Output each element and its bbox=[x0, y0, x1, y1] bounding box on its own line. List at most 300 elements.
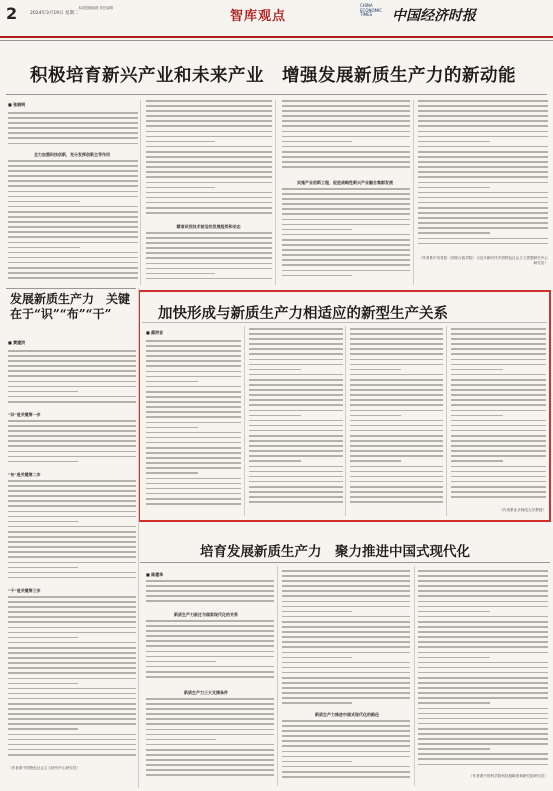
text-block bbox=[418, 100, 548, 250]
text-line bbox=[8, 272, 138, 274]
text-line bbox=[8, 683, 78, 685]
text-line bbox=[282, 198, 410, 200]
text-line bbox=[418, 156, 548, 158]
text-line bbox=[146, 620, 274, 622]
text-line bbox=[418, 743, 548, 745]
text-line bbox=[8, 611, 136, 613]
text-block bbox=[8, 160, 138, 285]
text-block bbox=[146, 340, 241, 510]
text-line bbox=[282, 110, 410, 112]
text-line bbox=[451, 384, 546, 386]
text-line bbox=[418, 641, 548, 643]
text-line bbox=[282, 249, 410, 251]
text-line bbox=[146, 723, 274, 725]
text-line bbox=[350, 333, 443, 335]
text-line bbox=[8, 505, 136, 507]
text-line bbox=[146, 739, 216, 741]
text-line bbox=[249, 394, 343, 396]
text-line bbox=[282, 259, 410, 261]
text-line bbox=[451, 415, 503, 417]
text-line bbox=[282, 687, 410, 689]
text-line bbox=[146, 115, 272, 117]
text-line bbox=[8, 165, 138, 167]
text-line bbox=[8, 420, 136, 422]
divider bbox=[140, 562, 550, 563]
author-note: （作者系中国特色社会主义研究中心研究员） bbox=[8, 766, 80, 770]
text-line bbox=[146, 462, 241, 464]
text-line bbox=[8, 703, 136, 705]
text-line bbox=[249, 425, 343, 427]
text-line bbox=[146, 769, 274, 771]
text-line bbox=[8, 667, 136, 669]
text-line bbox=[249, 415, 301, 417]
text-line bbox=[451, 425, 546, 427]
text-line bbox=[146, 141, 215, 143]
text-line bbox=[8, 734, 136, 736]
text-line bbox=[8, 236, 138, 238]
column-divider bbox=[277, 566, 278, 786]
text-line bbox=[282, 115, 410, 117]
text-line bbox=[418, 192, 548, 194]
text-line bbox=[418, 136, 548, 138]
text-line bbox=[350, 410, 443, 412]
text-line bbox=[418, 197, 548, 199]
text-line bbox=[8, 616, 136, 618]
text-line bbox=[146, 483, 241, 485]
text-block bbox=[146, 698, 274, 784]
logo-english: CHINA ECONOMIC TIMES bbox=[360, 3, 383, 18]
text-line bbox=[350, 343, 443, 345]
text-line bbox=[249, 379, 343, 381]
column-divider bbox=[244, 326, 245, 516]
text-line bbox=[8, 708, 136, 710]
text-line bbox=[146, 452, 241, 454]
byline: ■ 薛洪言 bbox=[146, 330, 164, 335]
text-line bbox=[282, 156, 410, 158]
text-block bbox=[146, 100, 272, 220]
text-line bbox=[146, 401, 241, 403]
text-line bbox=[350, 425, 443, 427]
text-line bbox=[282, 120, 410, 122]
text-line bbox=[8, 749, 136, 751]
text-line bbox=[451, 343, 546, 345]
text-line bbox=[8, 642, 136, 644]
text-block bbox=[8, 350, 136, 408]
text-line bbox=[8, 606, 136, 608]
text-line bbox=[418, 657, 490, 659]
text-line bbox=[418, 100, 548, 102]
text-block bbox=[282, 100, 410, 176]
text-line bbox=[418, 646, 548, 648]
text-line bbox=[249, 384, 343, 386]
text-line bbox=[282, 702, 352, 704]
text-line bbox=[282, 234, 410, 236]
text-line bbox=[249, 369, 301, 371]
text-line bbox=[249, 348, 343, 350]
text-line bbox=[282, 606, 410, 608]
text-line bbox=[418, 662, 548, 664]
column-divider bbox=[345, 326, 346, 516]
text-line bbox=[146, 136, 272, 138]
text-line bbox=[8, 728, 78, 730]
text-line bbox=[146, 467, 241, 469]
text-line bbox=[8, 247, 80, 249]
author-note: （作者系中国科学院科技战略咨询研究院研究员） bbox=[468, 774, 548, 778]
text-line bbox=[418, 687, 548, 689]
subhead: “布”是关键第二步 bbox=[8, 472, 41, 477]
text-line bbox=[451, 486, 546, 488]
author-note: （作者系中央党校（国家行政学院）习近平新时代中国特色社会主义思想研究中心研究员） bbox=[418, 256, 548, 265]
text-line bbox=[146, 252, 272, 254]
text-line bbox=[146, 202, 272, 204]
subhead: “识”是关键第一步 bbox=[8, 412, 41, 417]
text-line bbox=[451, 471, 546, 473]
text-line bbox=[451, 430, 546, 432]
text-line bbox=[146, 447, 241, 449]
text-line bbox=[146, 120, 272, 122]
text-line bbox=[418, 182, 548, 184]
text-line bbox=[146, 666, 274, 668]
text-line bbox=[146, 498, 241, 500]
text-line bbox=[8, 713, 136, 715]
text-line bbox=[282, 725, 410, 727]
text-line bbox=[282, 203, 410, 205]
text-line bbox=[146, 671, 274, 673]
text-line bbox=[451, 389, 546, 391]
text-line bbox=[249, 496, 343, 498]
text-line bbox=[8, 637, 78, 639]
text-line bbox=[8, 451, 136, 453]
text-line bbox=[282, 229, 352, 231]
text-line bbox=[451, 364, 546, 366]
text-line bbox=[146, 156, 272, 158]
text-line bbox=[418, 672, 548, 674]
text-line bbox=[282, 580, 410, 582]
text-line bbox=[451, 410, 546, 412]
text-line bbox=[146, 744, 274, 746]
text-line bbox=[146, 125, 272, 127]
text-line bbox=[146, 232, 272, 234]
text-line bbox=[146, 422, 241, 424]
text-block bbox=[350, 328, 443, 510]
text-line bbox=[350, 496, 443, 498]
text-line bbox=[249, 450, 343, 452]
text-line bbox=[282, 751, 410, 753]
text-line bbox=[8, 739, 136, 741]
text-line bbox=[146, 590, 274, 592]
text-line bbox=[8, 723, 136, 725]
text-line bbox=[249, 333, 343, 335]
text-line bbox=[350, 445, 443, 447]
text-line bbox=[282, 636, 410, 638]
text-line bbox=[146, 360, 241, 362]
text-line bbox=[418, 171, 548, 173]
text-line bbox=[8, 231, 138, 233]
text-block bbox=[451, 328, 546, 504]
text-line bbox=[418, 131, 548, 133]
section-title: 智库观点 bbox=[230, 9, 287, 24]
text-line bbox=[249, 364, 343, 366]
text-line bbox=[282, 646, 410, 648]
text-line bbox=[146, 595, 274, 597]
text-line bbox=[8, 485, 136, 487]
text-line bbox=[8, 360, 136, 362]
text-line bbox=[8, 201, 80, 203]
text-line bbox=[8, 461, 78, 463]
divider bbox=[6, 94, 547, 95]
text-line bbox=[451, 338, 546, 340]
text-line bbox=[418, 176, 548, 178]
text-line bbox=[146, 171, 272, 173]
text-line bbox=[8, 435, 136, 437]
text-line bbox=[8, 117, 138, 119]
text-line bbox=[350, 466, 443, 468]
text-line bbox=[249, 359, 343, 361]
text-line bbox=[282, 616, 410, 618]
text-line bbox=[418, 232, 490, 234]
text-line bbox=[282, 720, 410, 722]
text-line bbox=[282, 146, 410, 148]
text-line bbox=[8, 160, 138, 162]
text-line bbox=[8, 267, 138, 269]
text-line bbox=[146, 278, 272, 280]
text-line bbox=[418, 217, 548, 219]
text-line bbox=[8, 490, 136, 492]
text-block bbox=[146, 620, 274, 686]
text-line bbox=[282, 611, 352, 613]
text-line bbox=[146, 759, 274, 761]
subhead: “干”是关键第三步 bbox=[8, 588, 41, 593]
text-line bbox=[8, 511, 136, 513]
text-line bbox=[249, 389, 343, 391]
text-line bbox=[249, 486, 343, 488]
text-line bbox=[249, 404, 343, 406]
text-block bbox=[8, 596, 136, 762]
text-line bbox=[8, 430, 136, 432]
text-line bbox=[146, 625, 274, 627]
text-line bbox=[146, 263, 272, 265]
text-line bbox=[146, 645, 274, 647]
text-line bbox=[282, 730, 410, 732]
text-line bbox=[8, 678, 136, 680]
text-line bbox=[282, 254, 410, 256]
text-line bbox=[249, 343, 343, 345]
text-line bbox=[146, 105, 272, 107]
text-line bbox=[146, 131, 272, 133]
text-line bbox=[8, 185, 138, 187]
text-line bbox=[282, 771, 410, 773]
text-line bbox=[418, 636, 548, 638]
text-line bbox=[8, 391, 78, 393]
text-line bbox=[350, 430, 443, 432]
text-line bbox=[418, 227, 548, 229]
text-line bbox=[418, 141, 490, 143]
text-line bbox=[350, 384, 443, 386]
text-line bbox=[350, 491, 443, 493]
text-line bbox=[8, 718, 136, 720]
text-line bbox=[418, 692, 548, 694]
text-line bbox=[8, 370, 136, 372]
text-line bbox=[8, 647, 136, 649]
text-line bbox=[146, 488, 241, 490]
text-line bbox=[146, 212, 272, 214]
text-line bbox=[249, 460, 301, 462]
text-line bbox=[418, 728, 548, 730]
text-line bbox=[8, 350, 136, 352]
text-line bbox=[418, 222, 548, 224]
text-line bbox=[282, 125, 410, 127]
text-line bbox=[146, 703, 274, 705]
text-line bbox=[8, 567, 78, 569]
text-line bbox=[146, 698, 274, 700]
text-line bbox=[418, 748, 490, 750]
text-line bbox=[418, 187, 490, 189]
text-line bbox=[418, 621, 548, 623]
text-line bbox=[282, 641, 410, 643]
text-line bbox=[282, 657, 352, 659]
text-line bbox=[146, 661, 216, 663]
text-line bbox=[350, 389, 443, 391]
text-line bbox=[146, 472, 198, 474]
text-line bbox=[146, 376, 241, 378]
text-line bbox=[8, 536, 136, 538]
text-line bbox=[282, 570, 410, 572]
text-line bbox=[418, 738, 548, 740]
text-line bbox=[282, 131, 410, 133]
text-line bbox=[8, 196, 138, 198]
text-line bbox=[451, 466, 546, 468]
text-line bbox=[282, 224, 410, 226]
text-line bbox=[282, 151, 410, 153]
text-line bbox=[451, 491, 546, 493]
text-line bbox=[451, 496, 546, 498]
text-line bbox=[282, 652, 410, 654]
text-line bbox=[146, 166, 272, 168]
text-line bbox=[418, 575, 548, 577]
byline: ■ 张晓明 bbox=[8, 102, 26, 107]
text-line bbox=[282, 575, 410, 577]
text-line bbox=[451, 420, 546, 422]
text-line bbox=[146, 182, 272, 184]
text-line bbox=[350, 369, 401, 371]
text-line bbox=[8, 526, 136, 528]
text-line bbox=[282, 626, 410, 628]
text-line bbox=[282, 105, 410, 107]
text-line bbox=[418, 120, 548, 122]
text-block bbox=[282, 188, 410, 284]
column-divider bbox=[138, 288, 139, 788]
text-line bbox=[8, 500, 136, 502]
text-line bbox=[451, 476, 546, 478]
text-line bbox=[146, 161, 272, 163]
text-line bbox=[8, 662, 136, 664]
text-line bbox=[8, 744, 136, 746]
text-line bbox=[146, 247, 272, 249]
text-line bbox=[146, 237, 272, 239]
text-line bbox=[8, 386, 136, 388]
text-line bbox=[350, 471, 443, 473]
text-line bbox=[146, 754, 274, 756]
text-line bbox=[350, 486, 443, 488]
text-line bbox=[146, 493, 241, 495]
text-line bbox=[249, 445, 343, 447]
text-line bbox=[282, 270, 410, 272]
text-line bbox=[282, 275, 352, 277]
subhead: 精准识别技术前沿的发展趋势和动态 bbox=[176, 224, 241, 229]
text-line bbox=[8, 381, 136, 383]
text-line bbox=[146, 406, 241, 408]
text-line bbox=[8, 396, 136, 398]
text-line bbox=[146, 110, 272, 112]
text-line bbox=[146, 635, 274, 637]
text-line bbox=[451, 328, 546, 330]
text-line bbox=[8, 577, 136, 579]
text-line bbox=[146, 734, 274, 736]
text-line bbox=[282, 601, 410, 603]
column-divider bbox=[413, 100, 414, 285]
editor-note: 本版投稿邮箱 责任编辑 bbox=[78, 6, 113, 10]
text-line bbox=[418, 146, 548, 148]
text-line bbox=[146, 774, 274, 776]
text-line bbox=[249, 476, 343, 478]
text-line bbox=[418, 764, 548, 766]
text-line bbox=[350, 379, 443, 381]
text-line bbox=[146, 764, 274, 766]
text-line bbox=[249, 491, 343, 493]
text-line bbox=[8, 375, 136, 377]
text-line bbox=[418, 682, 548, 684]
text-line bbox=[451, 359, 546, 361]
text-line bbox=[282, 745, 410, 747]
text-line bbox=[8, 596, 136, 598]
text-line bbox=[8, 688, 136, 690]
text-line bbox=[350, 394, 443, 396]
text-block bbox=[249, 328, 343, 510]
text-line bbox=[418, 212, 548, 214]
text-line bbox=[418, 697, 548, 699]
text-line bbox=[146, 580, 274, 582]
text-line bbox=[8, 112, 138, 114]
text-line bbox=[451, 394, 546, 396]
text-line bbox=[282, 595, 410, 597]
text-line bbox=[146, 355, 241, 357]
text-line bbox=[146, 630, 274, 632]
text-line bbox=[249, 420, 343, 422]
text-line bbox=[8, 211, 138, 213]
text-line bbox=[282, 193, 410, 195]
article-title: 加快形成与新质生产力相适应的新型生产关系 bbox=[158, 305, 448, 322]
text-line bbox=[418, 708, 548, 710]
text-line bbox=[146, 197, 272, 199]
text-line bbox=[249, 481, 343, 483]
text-line bbox=[146, 340, 241, 342]
text-line bbox=[8, 257, 138, 259]
text-line bbox=[8, 698, 136, 700]
text-line bbox=[451, 353, 546, 355]
text-line bbox=[249, 338, 343, 340]
text-line bbox=[249, 328, 343, 330]
text-line bbox=[418, 166, 548, 168]
subhead: 新质生产力跃迁与国家现代化的关系 bbox=[174, 612, 238, 617]
text-line bbox=[451, 348, 546, 350]
column-divider bbox=[414, 566, 415, 786]
text-line bbox=[451, 404, 546, 406]
text-line bbox=[249, 399, 343, 401]
text-line bbox=[146, 257, 272, 259]
text-line bbox=[146, 411, 241, 413]
author-note: （作者系北京师范大学教授） bbox=[499, 508, 546, 512]
column-divider bbox=[140, 100, 141, 285]
